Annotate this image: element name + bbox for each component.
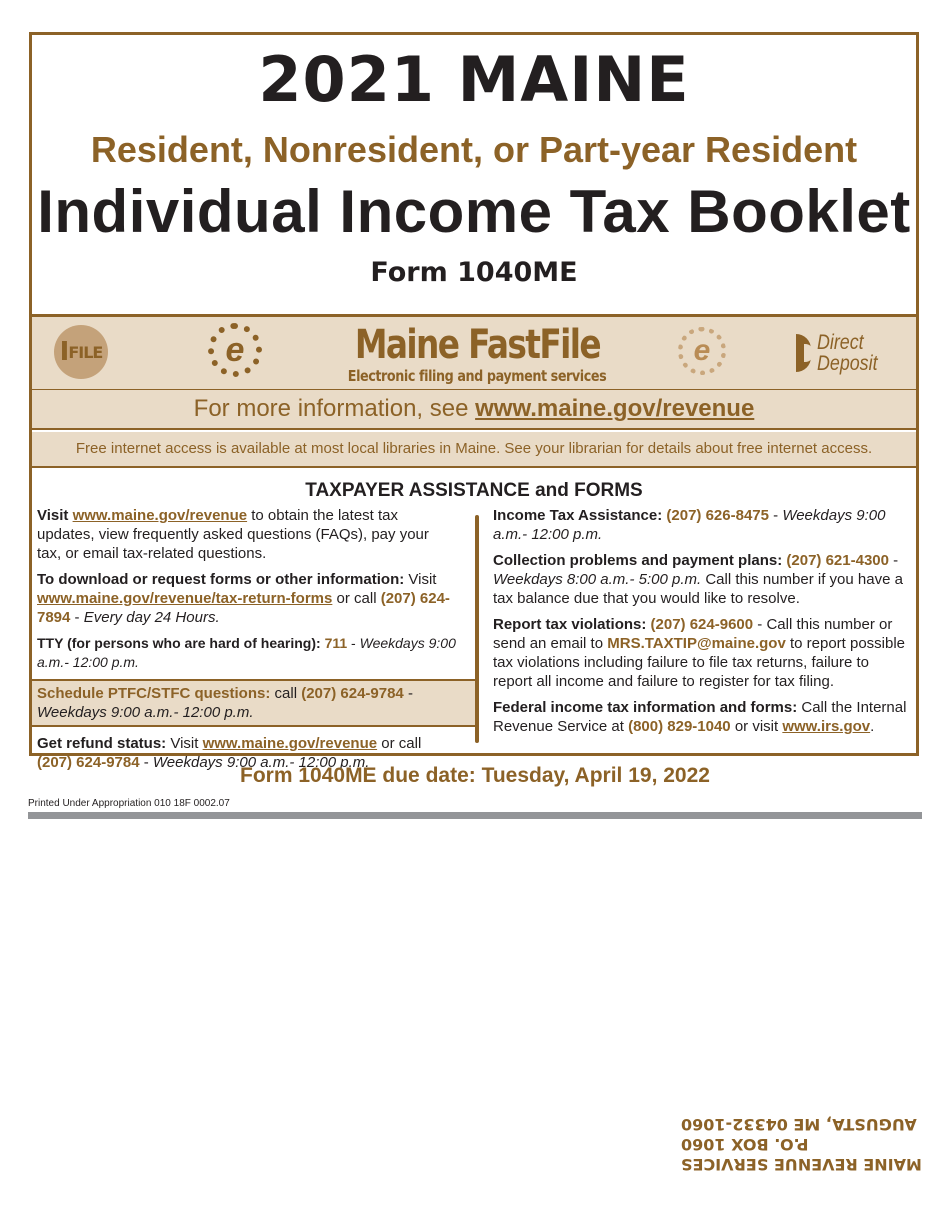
tax-return-forms-link[interactable]: www.maine.gov/revenue/tax-return-forms bbox=[37, 590, 333, 607]
tty-phone: 711 bbox=[324, 635, 348, 651]
download-paragraph bbox=[37, 570, 457, 627]
maine-fastfile-logo bbox=[312, 321, 642, 387]
refund-text: Visit bbox=[166, 735, 203, 752]
visit-revenue-link[interactable]: www.maine.gov/revenue bbox=[72, 507, 248, 524]
federal-end: . bbox=[870, 718, 875, 735]
download-label: To download or request forms or other information: bbox=[37, 571, 405, 588]
violations-phone: (207) 624-9600 bbox=[650, 616, 754, 633]
free-internet-notice: Free internet access is available at most local libraries in Maine. See your librarian for details about free internet access. bbox=[32, 432, 916, 468]
refund-or-call: or call bbox=[377, 735, 422, 752]
form-label: Form 1040ME bbox=[370, 257, 578, 288]
fastfile-tagline: Electronic filing and payment services bbox=[347, 367, 607, 385]
visit-label: Visit bbox=[37, 507, 69, 524]
year-title: 2021 MAINE bbox=[258, 43, 690, 116]
booklet-cover-frame bbox=[29, 32, 919, 771]
booklet-title: Individual Income Tax Booklet bbox=[37, 178, 911, 245]
schedule-phone: (207) 624-9784 bbox=[301, 685, 404, 702]
assistance-right-column bbox=[493, 506, 911, 743]
direct-deposit-d-icon bbox=[796, 334, 811, 372]
direct-deposit-label: Direct Deposit bbox=[817, 331, 879, 375]
download-text: Visit bbox=[404, 571, 437, 588]
income-hours: Weekdays 9:00 a.m.- 12:00 p.m. bbox=[493, 507, 886, 543]
income-phone: (207) 626-8475 bbox=[666, 507, 769, 524]
income-tax-paragraph bbox=[493, 506, 911, 544]
collection-paragraph bbox=[493, 551, 911, 608]
refund-dash: - bbox=[139, 754, 153, 771]
collection-label: Collection problems and payment plans: bbox=[493, 552, 783, 569]
visit-text: to obtain the latest tax updates, view frequently asked questions (FAQs), pay your tax, or email tax-related questions. bbox=[37, 507, 429, 562]
address-line2: P.O. BOX 1060 bbox=[681, 1135, 809, 1154]
federal-text2: or visit bbox=[730, 718, 783, 735]
mailing-address-upside-down bbox=[681, 1114, 922, 1174]
efile-logo-icon: e bbox=[208, 323, 262, 377]
tty-paragraph bbox=[37, 634, 457, 672]
efile-logo-bar bbox=[32, 314, 916, 390]
federal-paragraph bbox=[493, 698, 911, 736]
due-date-banner: Form 1040ME due date: Tuesday, April 19, 2022 bbox=[240, 764, 710, 787]
collection-text: Call this number if you have a tax balance due that you would like to resolve. bbox=[493, 571, 903, 607]
download-or-call: or call bbox=[332, 590, 381, 607]
direct-deposit-logo-icon bbox=[796, 325, 896, 381]
tty-dash: - bbox=[347, 635, 360, 651]
schedule-dash: - bbox=[403, 685, 413, 702]
collection-hours: Weekdays 8:00 a.m.- 5:00 p.m. bbox=[493, 571, 702, 588]
violations-label: Report tax violations: bbox=[493, 616, 647, 633]
printed-appropriation-note: Printed Under Appropriation 010 18F 0002.07 bbox=[28, 798, 230, 809]
assistance-heading: TAXPAYER ASSISTANCE and FORMS bbox=[305, 480, 643, 501]
download-hours: Every day 24 Hours. bbox=[83, 609, 220, 626]
refund-hours: Weekdays 9:00 a.m.- 12:00 p.m. bbox=[152, 754, 370, 771]
column-divider bbox=[475, 515, 479, 743]
taxtip-email-link[interactable]: MRS.TAXTIP@maine.gov bbox=[607, 635, 786, 652]
residency-subtitle: Resident, Nonresident, or Part-year Resident bbox=[90, 129, 858, 170]
ifile-logo-icon: I FILE bbox=[54, 325, 108, 379]
download-phone: (207) 624-7894 bbox=[37, 590, 450, 626]
schedule-ptfc-paragraph bbox=[32, 679, 475, 727]
tty-label: TTY (for persons who are hard of hearing): bbox=[37, 635, 321, 651]
federal-text1: Call the Internal Revenue Service at bbox=[493, 699, 907, 735]
download-dash: - bbox=[70, 609, 84, 626]
ezpay-logo-icon: e bbox=[678, 327, 726, 375]
violations-paragraph bbox=[493, 615, 911, 691]
address-line1: MAINE REVENUE SERVICES bbox=[681, 1155, 922, 1174]
violations-text1: - Call this number or send an email to bbox=[493, 616, 893, 652]
refund-revenue-link[interactable]: www.maine.gov/revenue bbox=[202, 735, 378, 752]
income-label: Income Tax Assistance: bbox=[493, 507, 663, 524]
assistance-left-column bbox=[37, 506, 457, 779]
irs-website-link[interactable]: www.irs.gov bbox=[782, 718, 871, 735]
collection-phone: (207) 621-4300 bbox=[786, 552, 889, 569]
schedule-call: call bbox=[270, 685, 302, 702]
revenue-website-link[interactable]: www.maine.gov/revenue bbox=[475, 395, 755, 422]
visit-paragraph bbox=[37, 506, 457, 563]
schedule-hours: Weekdays 9:00 a.m.- 12:00 p.m. bbox=[37, 704, 254, 721]
tty-hours: Weekdays 9:00 a.m.- 12:00 p.m. bbox=[37, 635, 456, 670]
irs-phone: (800) 829-1040 bbox=[628, 718, 731, 735]
refund-phone: (207) 624-9784 bbox=[37, 754, 140, 771]
income-dash: - bbox=[768, 507, 783, 524]
address-line3: AUGUSTA, ME 04332-1060 bbox=[681, 1115, 917, 1134]
violations-text2: to report possible tax violations including failure to file tax returns, failure to report all income and failure to register for tax filing. bbox=[493, 635, 906, 690]
more-info-prefix: For more information, see bbox=[193, 395, 476, 422]
gray-rule-divider bbox=[28, 812, 922, 819]
schedule-label: Schedule PTFC/STFC questions: bbox=[37, 685, 271, 702]
more-info-bar bbox=[32, 390, 916, 430]
federal-label: Federal income tax information and forms: bbox=[493, 699, 798, 716]
fastfile-title: Maine FastFile bbox=[354, 322, 600, 368]
refund-label: Get refund status: bbox=[37, 735, 167, 752]
collection-dash: - bbox=[888, 552, 899, 569]
